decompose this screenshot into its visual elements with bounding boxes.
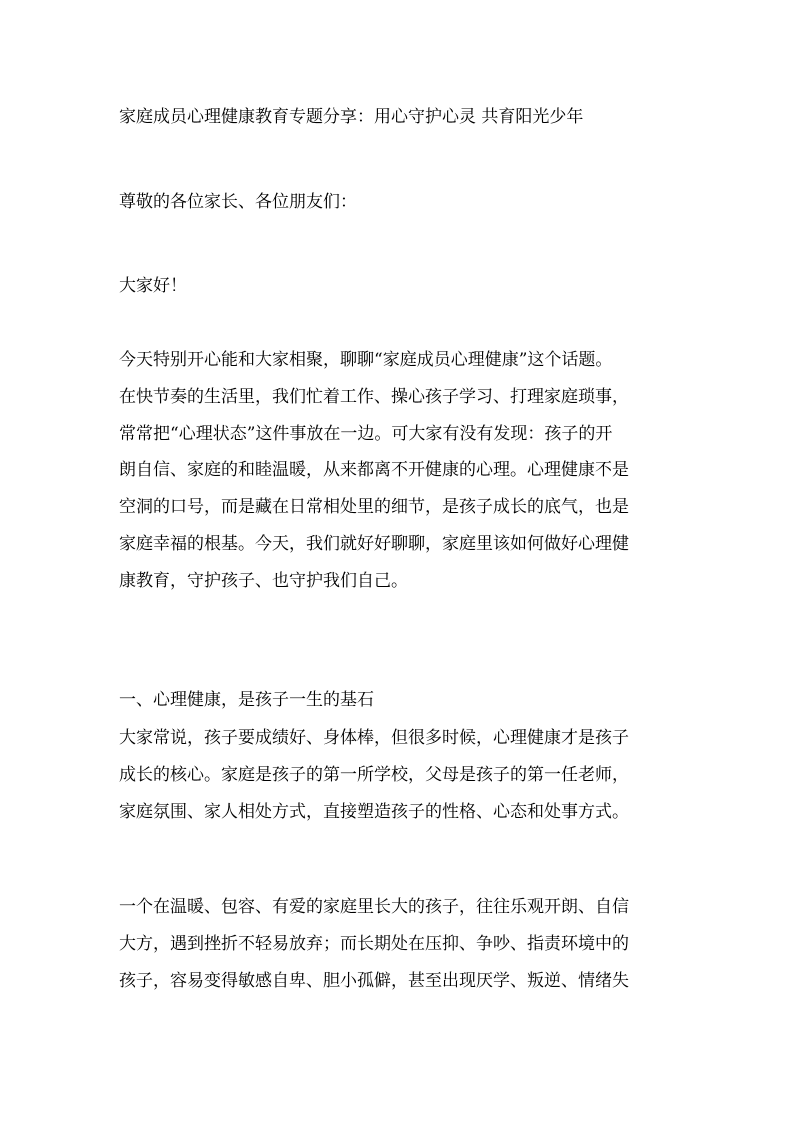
document-title: 家庭成员心理健康教育专题分享：用心守护心灵 共育阳光少年	[119, 107, 584, 127]
intro-line-6: 家庭幸福的根基。今天，我们就好好聊聊，家庭里该如何做好心理健	[119, 534, 629, 554]
salutation: 尊敬的各位家长、各位朋友们：	[119, 192, 357, 212]
intro-line-3: 常常把“心理状态”这件事放在一边。可大家有没有发现：孩子的开	[119, 424, 613, 444]
section-heading: 一、心理健康，是孩子一生的基石	[119, 690, 374, 710]
section-para1-line-1: 大家常说，孩子要成绩好、身体棒，但很多时候，心理健康才是孩子	[119, 728, 629, 748]
section-para2-line-3: 孩子，容易变得敏感自卑、胆小孤僻，甚至出现厌学、叛逆、情绪失	[119, 971, 629, 991]
intro-line-7: 康教育，守护孩子、也守护我们自己。	[119, 571, 408, 591]
section-para2-line-1: 一个在温暖、包容、有爱的家庭里长大的孩子，往往乐观开朗、自信	[119, 897, 629, 917]
section-para1-line-2: 成长的核心。家庭是孩子的第一所学校，父母是孩子的第一任老师，	[119, 765, 629, 785]
intro-line-4: 朗自信、家庭的和睦温暖，从来都离不开健康的心理。心理健康不是	[119, 460, 629, 480]
intro-line-1: 今天特别开心能和大家相聚，聊聊“家庭成员心理健康”这个话题。	[119, 350, 613, 370]
intro-line-2: 在快节奏的生活里，我们忙着工作、操心孩子学习、打理家庭琐事，	[119, 387, 629, 407]
section-para2-line-2: 大方，遇到挫折不轻易放弃；而长期处在压抑、争吵、指责环境中的	[119, 934, 629, 954]
intro-line-5: 空洞的口号，而是藏在日常相处里的细节，是孩子成长的底气，也是	[119, 497, 629, 517]
section-para1-line-3: 家庭氛围、家人相处方式，直接塑造孩子的性格、心态和处事方式。	[119, 802, 629, 822]
greeting: 大家好！	[119, 276, 187, 296]
